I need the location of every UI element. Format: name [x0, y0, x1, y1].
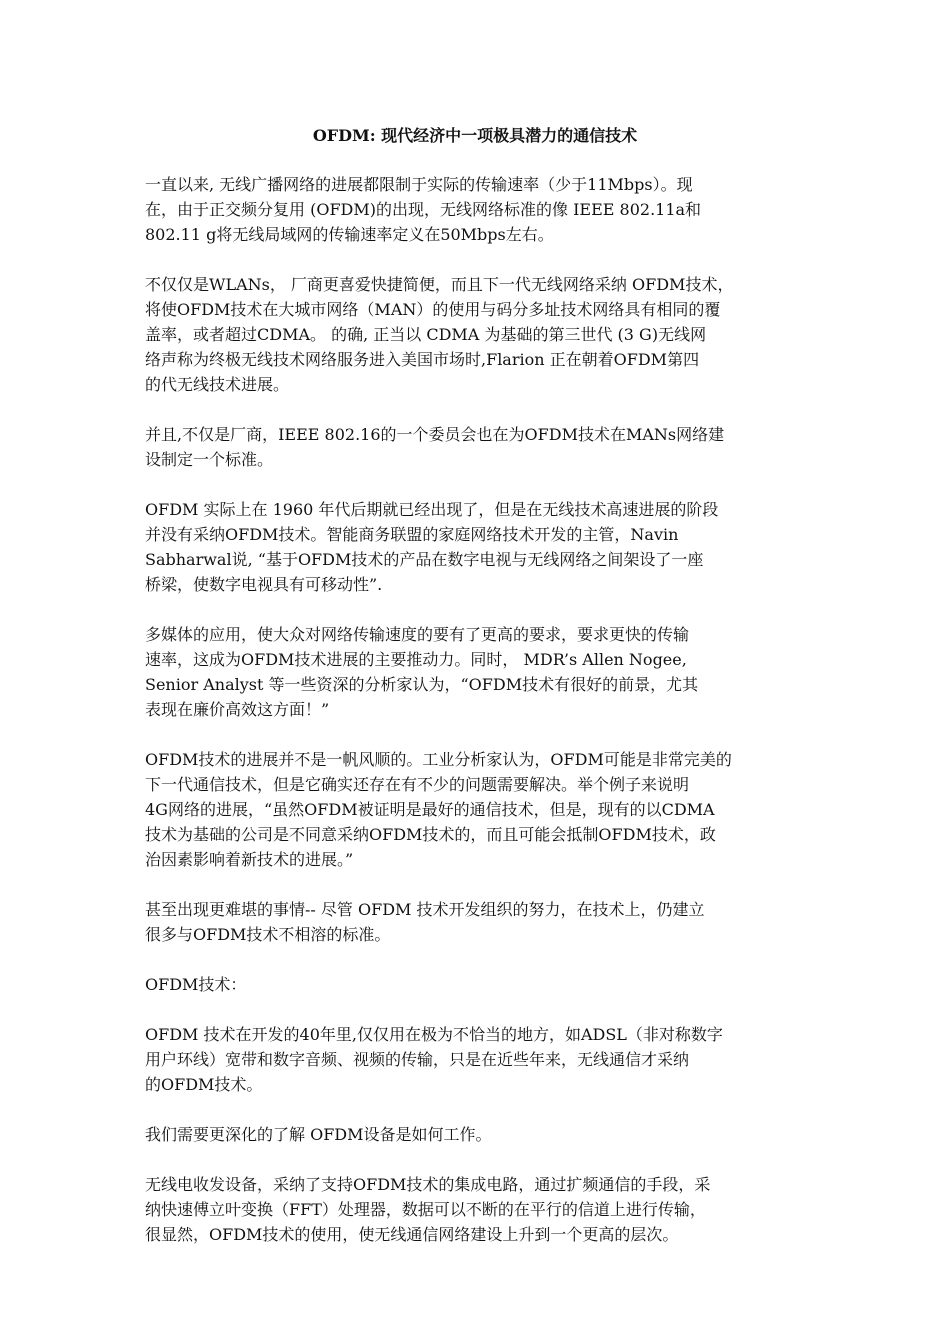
paragraph-line: OFDM技术的进展并不是一帆风顺的。工业分析家认为，OFDM可能是非常完美的 — [145, 750, 732, 769]
paragraph-line: 下一代通信技术，但是它确实还存在有不少的问题需要解决。举个例子来说明 — [145, 775, 690, 794]
paragraph-line: 桥梁，使数字电视具有可移动性”. — [145, 575, 383, 594]
paragraph-line: 络声称为终极无线技术网络服务进入美国市场时,Flarion 正在朝着OFDM第四 — [145, 350, 700, 369]
paragraph-line: OFDM技术： — [145, 975, 247, 994]
document-body — [145, 172, 810, 1272]
paragraph-line: 很多与OFDM技术不相溶的标准。 — [145, 925, 391, 944]
paragraph-line: 802.11 g将无线局域网的传输速率定义在50Mbps左右。 — [145, 225, 554, 244]
paragraph-line: 无线电收发设备，采纳了支持OFDM技术的集成电路，通过扩频通信的手段，采 — [145, 1175, 711, 1194]
paragraph — [145, 272, 810, 397]
paragraph — [145, 972, 810, 997]
paragraph-line: 技术为基础的公司是不同意采纳OFDM技术的，而且可能会抵制OFDM技术，政 — [145, 825, 716, 844]
paragraph — [145, 1122, 810, 1147]
paragraph — [145, 622, 810, 722]
document-title: OFDM: 现代经济中一项极具潜力的通信技术 — [312, 126, 638, 145]
paragraph — [145, 897, 810, 947]
paragraph-line: 设制定一个标准。 — [145, 450, 274, 469]
paragraph-line: 很显然，OFDM技术的使用，使无线通信网络建设上升到一个更高的层次。 — [145, 1225, 679, 1244]
paragraph — [145, 422, 810, 472]
paragraph-line: 在，由于正交频分复用 (OFDM)的出现，无线网络标准的像 IEEE 802.11a和 — [145, 200, 702, 219]
paragraph-line: 我们需要更深化的了解 OFDM设备是如何工作。 — [145, 1125, 492, 1144]
paragraph-line: 甚至出现更难堪的事情-- 尽管 OFDM 技术开发组织的努力，在技术上，仍建立 — [145, 900, 705, 919]
paragraph-line: 盖率，或者超过CDMA。 的确, 正当以 CDMA 为基础的第三世代 (3 G)无线网 — [145, 325, 707, 344]
paragraph-line: 多媒体的应用，使大众对网络传输速度的要有了更高的要求，要求更快的传输 — [145, 625, 690, 644]
paragraph-line: 并没有采纳OFDM技术。智能商务联盟的家庭网络技术开发的主管，Navin — [145, 525, 679, 544]
paragraph — [145, 497, 810, 597]
paragraph — [145, 747, 810, 872]
paragraph-line: OFDM 技术在开发的40年里,仅仅用在极为不恰当的地方，如ADSL（非对称数字 — [145, 1025, 723, 1044]
paragraph — [145, 1172, 810, 1247]
paragraph-line: OFDM 实际上在 1960 年代后期就已经出现了，但是在无线技术高速进展的阶段 — [145, 500, 719, 519]
paragraph-line: 一直以来, 无线广播网络的进展都限制于实际的传输速率（少于11Mbps）。现 — [145, 175, 693, 194]
paragraph-line: 4G网络的进展，“虽然OFDM被证明是最好的通信技术，但是，现有的以CDMA — [145, 800, 715, 819]
paragraph-line: 速率，这成为OFDM技术进展的主要推动力。同时， MDR’s Allen Nogee, — [145, 650, 687, 669]
paragraph — [145, 1022, 810, 1097]
paragraph-line: 用户环线）宽带和数字音频、视频的传输，只是在近些年来，无线通信才采纳 — [145, 1050, 690, 1069]
paragraph-line: 表现在廉价高效这方面！” — [145, 700, 330, 719]
paragraph-line: 的代无线技术进展。 — [145, 375, 290, 394]
paragraph-line: 纳快速傅立叶变换（FFT）处理器，数据可以不断的在平行的信道上进行传输， — [145, 1200, 706, 1219]
paragraph-line: 的OFDM技术。 — [145, 1075, 263, 1094]
paragraph-line: Sabharwal说, “基于OFDM技术的产品在数字电视与无线网络之间架设了一座 — [145, 550, 704, 569]
paragraph-line: 治因素影响着新技术的进展。” — [145, 850, 354, 869]
paragraph-line: 不仅仅是WLANs， 厂商更喜爱快捷简便，而且下一代无线网络采纳 OFDM技术， — [145, 275, 734, 294]
paragraph-line: Senior Analyst 等一些资深的分析家认为，“OFDM技术有很好的前景，尤其 — [145, 675, 699, 694]
paragraph-line: 并且,不仅是厂商，IEEE 802.16的一个委员会也在为OFDM技术在MANs网络建 — [145, 425, 725, 444]
paragraph-line: 将使OFDM技术在大城市网络（MAN）的使用与码分多址技术网络具有相同的覆 — [145, 300, 721, 319]
paragraph — [145, 172, 810, 247]
